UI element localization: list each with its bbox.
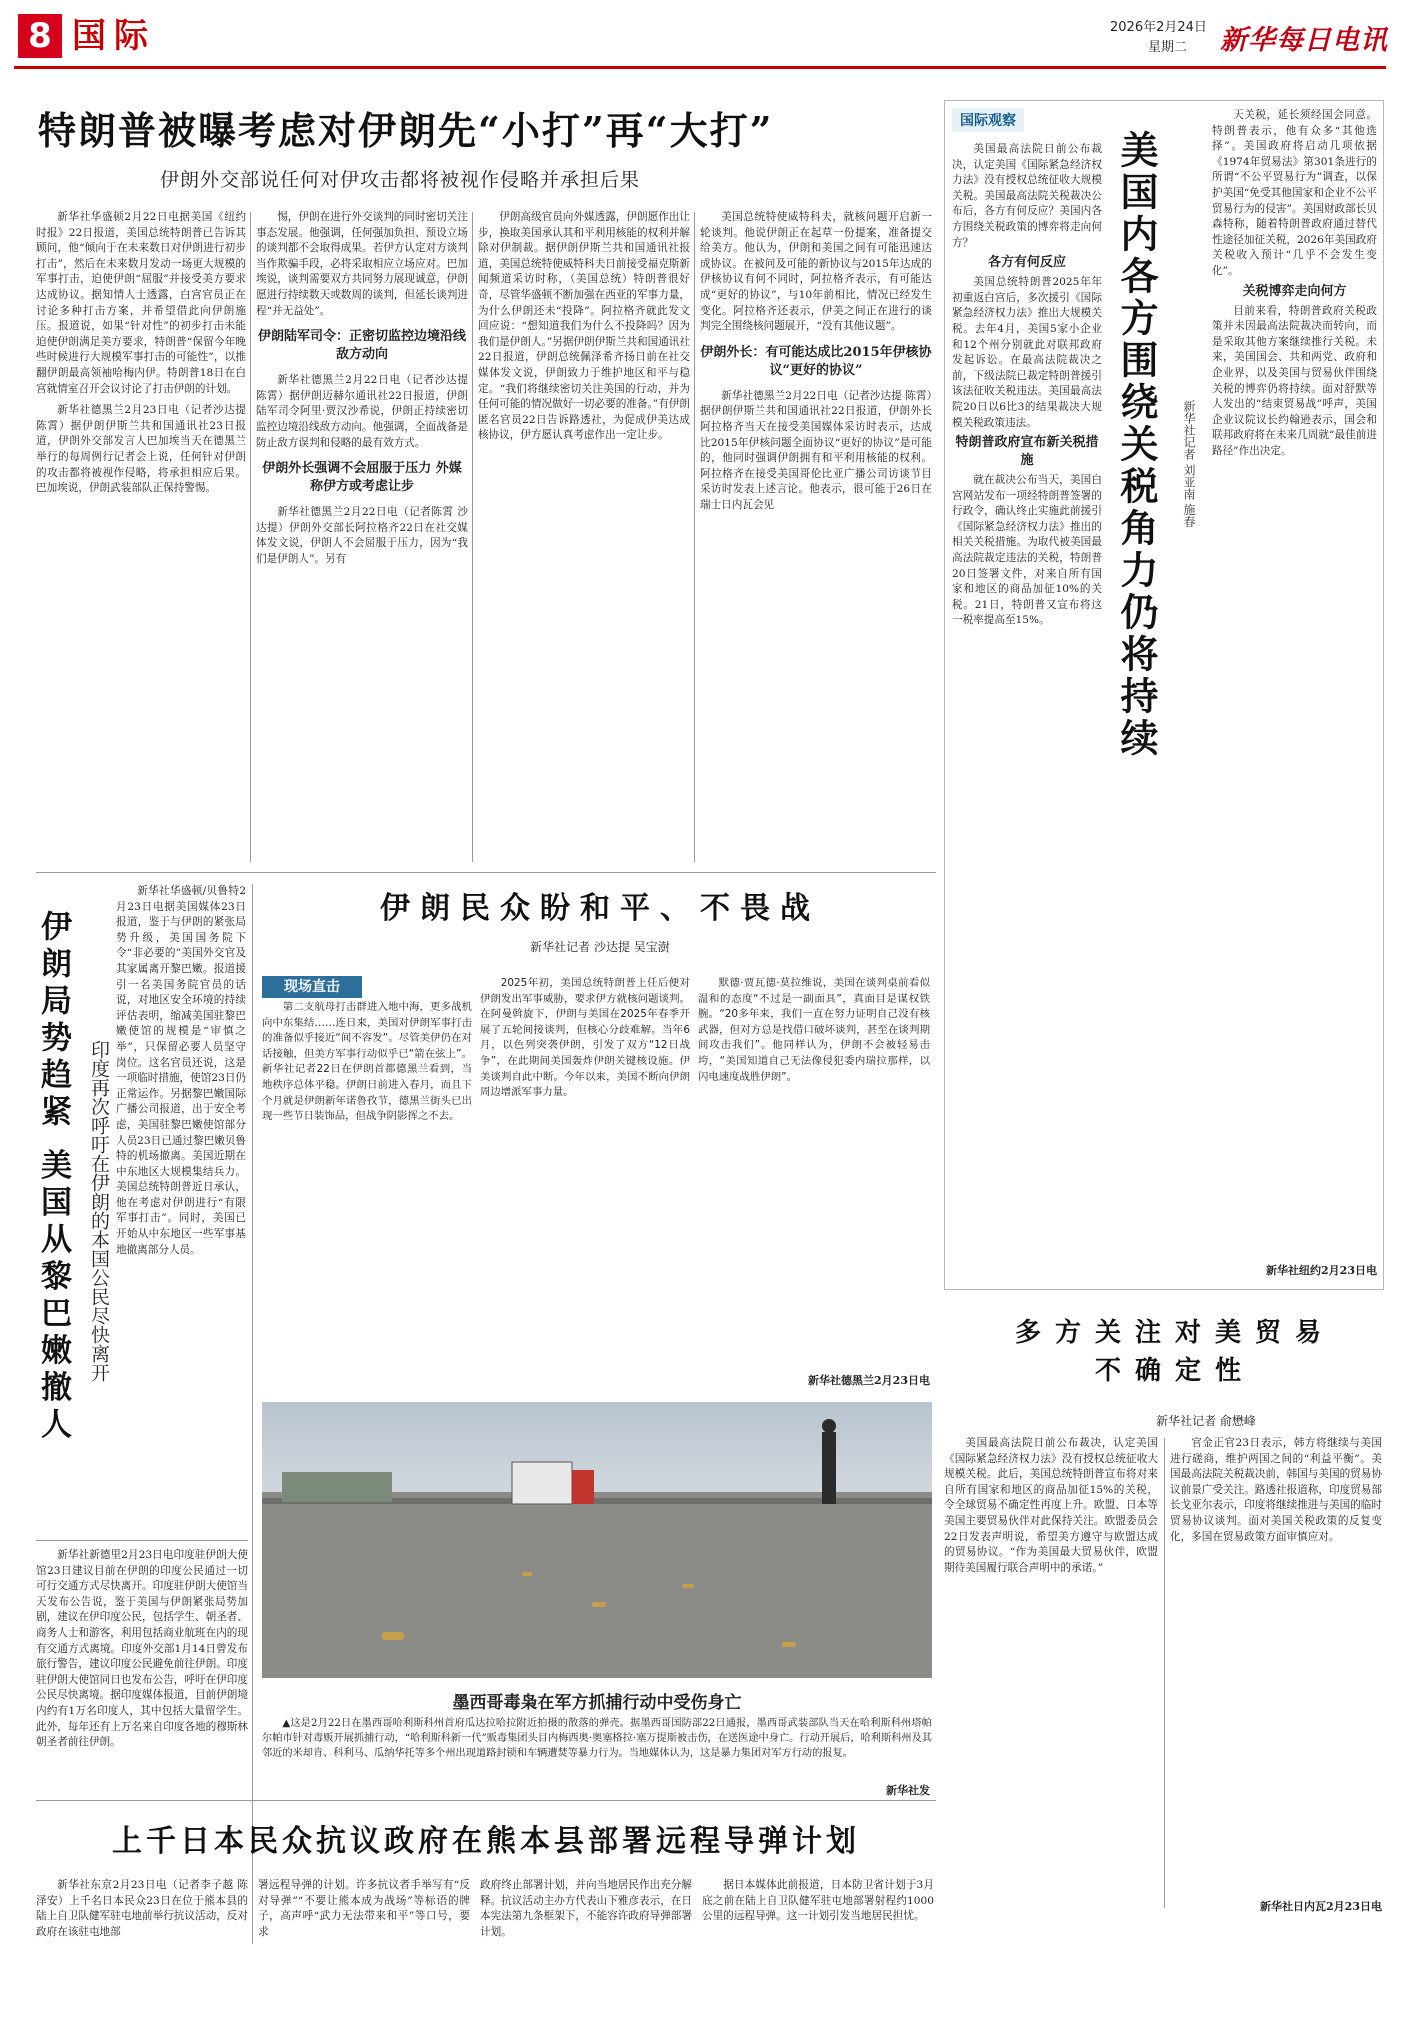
subheading: 各方有何反应 xyxy=(987,255,1066,271)
column-divider xyxy=(694,212,695,862)
issue-weekday: 星期二 xyxy=(1148,40,1188,55)
lead-paragraph: 新华社德黑兰2月23日电（记者沙达提 陈霄）据伊朗伊斯兰共和国通讯社23日报道，伊朗外交部发言人巴加埃当天在德黑兰举行的每周例行记者会上说，任何针对伊朗的攻击都将被视作侵略，将承担相应后果。巴加埃说，伊朗武装部队正保持警惕。 xyxy=(36,404,246,495)
analysis-paragraph: 美国最高法院日前公布裁决，认定美国《国际紧急经济权力法》没有授权总统征收大规模关税。美国最高法院关税裁决公布后，各方有何反应？美国内各方围绕关税政策的博弈将走向何方？ xyxy=(952,143,1102,249)
vstory-paragraph: 新华社华盛顿/贝鲁特2月23日电据美国媒体23日报道，鉴于与伊朗的紧张局势升级，美国国务院下令“非必要的”美国外交官及其家属离开黎巴嫩。报道援引一名美国务院官员的话说，对地区安全环境的持续评估表明，缩减美国驻黎巴嫩使馆的规模是“审慎之举”，只保留必要人员坚守岗位。这名官员还说，这是一项临时措施，使馆23日仍正常运作。另据黎巴嫩国际广播公司报道，出于安全考虑，美国驻黎巴嫩使馆部分人员23日已通过黎巴嫩贝鲁特的机场撤离。美国近期在中东地区大规模集结兵力。美国总统特朗普近日承认，他在考虑对伊朗进行“有限军事打击”。同时，美国已开始从中东地区一些军事基地撤离部分人员。 xyxy=(116,885,246,1256)
trade-byline: 新华社记者 俞懋峰 xyxy=(1156,1414,1256,1428)
news-photo xyxy=(262,1402,932,1678)
trade-dateline: 新华社日内瓦2月23日电 xyxy=(1260,1900,1382,1913)
analysis-headline: 美国内各方围绕关税角力仍将持续 xyxy=(1114,130,1159,760)
analysis-paragraph: 美国总统特朗普2025年年初重返白宫后，多次援引《国际紧急经济权力法》推出大规模关税。去年4月，美国5家小企业和12个州分别就此对联邦政府发起诉讼。在最高法院裁决之前，下级法院已裁定特朗普援引该法征收关税违法。美国最高法院20日以6比3的结果裁决大规模关税政策违法。 xyxy=(952,276,1102,429)
story2-column-2 xyxy=(480,976,690,1390)
trade-column-1 xyxy=(944,1436,1158,1916)
vstory-column-1 xyxy=(116,884,246,1524)
story2-column-1 xyxy=(262,1000,472,1390)
analysis-paragraph: 天关税，延长须经国会同意。特朗普表示，他有众多“其他选择”。美国政府将启动几项依据《1974年贸易法》第301条进行的所谓“不公平贸易行为”调查，以保护美国“免受其他国家和企业不公平贸易行为的侵害”。美国财政部长贝森特称，随着特朗普政府通过替代性途径加征关税，2026年美国政府关税收入预计“几乎不会发生变化”。 xyxy=(1212,109,1377,277)
analysis-dateline: 新华社纽约2月23日电 xyxy=(1266,1264,1377,1277)
section-title: 国际 xyxy=(72,16,156,56)
photo-caption-title: 墨西哥毒枭在军方抓捕行动中受伤身亡 xyxy=(452,1693,742,1713)
lead-headline: 特朗普被曝考虑对伊朗先“小打”再“大打” xyxy=(38,108,774,153)
header-rule xyxy=(14,66,1386,69)
trade-column-2 xyxy=(1170,1436,1382,1896)
lead-column-1 xyxy=(36,210,246,870)
japan-column-2 xyxy=(258,1878,470,2018)
subheading: 伊朗陆军司令：正密切监控边境沿线敌方动向 xyxy=(257,329,466,363)
newspaper-logo: 新华每日电讯 xyxy=(1220,25,1388,56)
story2-paragraph: 默德·贾瓦德·莫拉维说，美国在谈判桌前看似温和的态度“不过是一副面具”，真面目是谋权铁腕。“20多年来，我们一直在努力证明自己没有核武器，但对方总是找借口破坏谈判，甚至在谈判期间攻击我们”。他同样认为，伊朗不会被轻易击垮，“美国知道自己无法像侵犯委内瑞拉那样，以闪电速度战胜伊朗”。 xyxy=(698,977,930,1083)
japan-paragraph: 据日本媒体此前报道，日本防卫省计划于3月底之前在陆上自卫队健军驻屯地部署射程约1000公里的远程导弹。这一计划引发当地居民担忧。 xyxy=(702,1879,934,1923)
japan-headline: 上千日本民众抗议政府在熊本县部署远程导弹计划 xyxy=(112,1824,860,1859)
story2-tag: 现场直击 xyxy=(262,976,362,998)
trade-paragraph: 美国最高法院日前公布裁决，认定美国《国际紧急经济权力法》没有授权总统征收大规模关税。此后，美国总统特朗普宣布将对来自所有国家和地区的商品加征15%的关税，令全球贸易不确定性再度上升。欧盟、日本等美国主要贸易伙伴对此保持关注。欧盟委员会22日发表声明说，希望美方遵守与欧盟达成的贸易协议。“作为美国最大贸易伙伴，欧盟期待美国履行联合声明中的承诺。” xyxy=(944,1437,1158,1574)
japan-column-1 xyxy=(36,1878,248,2018)
analysis-column-1 xyxy=(952,142,1102,1262)
photo-credit: 新华社发 xyxy=(886,1784,930,1797)
analysis-tag: 国际观察 xyxy=(952,108,1024,132)
lead-paragraph: 惕，伊朗在进行外交谈判的同时密切关注事态发展。他强调，任何强加负担、预设立场的谈判都不会取得成果。若伊方认定对方谈判当作欺骗手段，必将采取相应立场应对。巴加埃说，谈判需要双方共同努力展现诚意，伊朗愿进行持续数天或数周的谈判，但延长谈判进程“并无益处”。 xyxy=(256,211,468,317)
story2-headline: 伊朗民众盼和平、不畏战 xyxy=(380,891,820,926)
subheading: 伊朗外长：有可能达成比2015年伊核协议“更好的协议” xyxy=(700,344,932,378)
column-divider xyxy=(250,212,251,862)
section-divider xyxy=(36,872,936,873)
trade-headline: 多方关注对美贸易不确定性 xyxy=(1014,1318,1335,1386)
page-number: 8 xyxy=(18,14,62,58)
lead-paragraph: 新华社德黑兰2月22日电（记者沙达提 陈霄）据伊朗迈赫尔通讯社22日报道，伊朗陆军司令阿里·贾汉沙希说，伊朗正持续密切监控边境沿线敌方动向。他强调，全面战备是防止敌方误判和侵略的最有效方式。 xyxy=(256,374,468,449)
lead-paragraph: 新华社德黑兰2月22日电（记者沙达提 陈霄）据伊朗伊斯兰共和国通讯社22日报道，伊朗外长阿拉格齐当天在接受美国媒体采访时表示，达成比2015年伊核问题全面协议“更好的协议”是可能的，他同时强调伊朗拥有和平利用核能的权利。阿拉格齐在接受美国哥伦比亚广播公司访谈节目采访时发表上述言论。他表示，很可能于26日在瑞士日内瓦会见 xyxy=(700,389,932,511)
lead-paragraph: 新华社华盛顿2月22日电据美国《纽约时报》22日报道，美国总统特朗普已告诉其顾问，他“倾向于在未来数日对伊朗进行初步打击”，然后在未来数月发动一场更大规模的军事打击，迫使伊朗“屈服”并接受美方要求达成协议。据知情人士透露，白宫官员正在讨论多种打击方案，并希望借此向伊朗施压。报道说，如果“针对性”的初步打击未能迫使伊朗满足美方要求，特朗普“保留今年晚些时候进行大规模军事打击的可能性”，以推翻伊朗最高领袖哈梅内伊。特朗普18日在白宫就情室召开会议讨论了打击伊朗的计划。 xyxy=(36,211,246,395)
trade-paragraph: 官金正官23日表示，韩方将继续与美国进行磋商，维护两国之间的“利益平衡”。美国最高法院关税裁决前，韩国与美国的贸易协议前景广受关注。路透社报道称，印度贸易部长戈亚尔表示，印度将继续推进与美国的临时贸易协议谈判。面对美国关税政策的反复变化，多国在贸易政策方面审慎应对。 xyxy=(1170,1437,1382,1543)
lead-column-3 xyxy=(478,210,690,870)
story2-paragraph: 第二支航母打击群进入地中海，更多战机向中东集结……连日来，美国对伊朗军事打击的准备似乎接近“间不容发”。尽管美伊仍在对话接触，但美方军事行动似乎已“箭在弦上”。新华社记者22日在伊朗首都德黑兰看到，当地秩序总体平稳。伊朗日前进入春月，而且下个月就是伊朗新年诺鲁孜节，德黑兰街头已出现一些节日装饰品，但战争阴影挥之不去。 xyxy=(262,1001,472,1123)
japan-column-3 xyxy=(480,1878,692,2018)
japan-paragraph: 署远程导弹的计划。许多抗议者手举写有“反对导弹”“不要让熊本成为战场”等标语的牌子，高声呼“武力无法带来和平”等口号，要求 xyxy=(258,1879,470,1938)
section-divider xyxy=(36,1540,248,1541)
photo-description: ▲这是2月22日在墨西哥哈利斯科州首府瓜达拉哈拉附近拍摄的散落的弹壳。据墨西哥国防部22日通报，墨西哥武装部队当天在哈利斯科州塔帕尔帕市针对毒贩开展抓捕行动，“哈利斯科新一代”贩毒集团头目内梅西奥·奥塞格拉·塞万提斯被击伤，在送医途中身亡。行动开展后，哈利斯科州及其邻近的米却肯、科利马、瓜纳华托等多个州出现道路封锁和车辆遭焚等暴力行为。当地媒体认为，这是暴力集团对军方行动的报复。 xyxy=(262,1718,932,1759)
column-divider xyxy=(472,212,473,862)
lead-paragraph: 新华社德黑兰2月22日电（记者陈霄 沙达提）伊朗外交部长阿拉格齐22日在社交媒体发文说，伊朗人不会屈服于压力，因为“我们是伊朗人”。另有 xyxy=(256,506,468,565)
analysis-column-2 xyxy=(1212,108,1377,1258)
issue-date: 2026年2月24日 xyxy=(1110,20,1207,35)
story2-byline: 新华社记者 沙达提 吴宝澍 xyxy=(530,940,670,954)
section-divider xyxy=(36,1800,936,1801)
lead-paragraph: 美国总统特使威特科夫，就核问题开启新一轮谈判。他说伊朗正在起草一份提案，准备提交给美方。他认为，伊朗和美国之间有可能迅速达成协议。在被问及可能的新协议与2015年达成的伊核协议有何不同时，阿拉格齐表示，有可能达成“更好的协议”，与10年前相比，情况已经发生变化。阿拉格齐还表示，伊美之间正在进行的谈判完全围绕核问题展开，“没有其他议题”。 xyxy=(700,211,932,333)
lead-column-2 xyxy=(256,210,468,870)
story2-dateline: 新华社德黑兰2月23日电 xyxy=(808,1374,930,1387)
analysis-paragraph: 就在裁决公布当天，美国白宫网站发布一项经特朗普签署的行政令，确认终止实施此前援引《国际紧急经济权力法》推出的相关关税措施。为取代被美国最高法院裁定违法的关税，特朗普20日签署文件，对来自所有国家和地区的商品加征10%的关税。21日，特朗普又宣布将这一税率提高至15%。 xyxy=(952,474,1102,627)
analysis-byline: 新华社记者 刘亚南 施春 xyxy=(1182,400,1196,528)
subheading: 特朗普政府宣布新关税措施 xyxy=(955,435,1099,469)
story2-column-3 xyxy=(698,976,930,1366)
japan-paragraph: 政府终止部署计划，并向当地居民作出充分解释。抗议活动主办方代表山下雅彦表示，在日本宪法第九条框架下，不能容许政府导弹部署计划。 xyxy=(480,1879,692,1938)
japan-paragraph: 新华社东京2月23日电（记者李子越 陈泽安）上千名日本民众23日在位于熊本县的陆上自卫队健军驻屯地前举行抗议活动，反对政府在该驻屯地部 xyxy=(36,1879,248,1938)
japan-column-4 xyxy=(702,1878,934,2018)
story2-paragraph: 2025年初，美国总统特朗普上任后便对伊朗发出军事威胁，要求伊方就核问题谈判。在阿曼斡旋下，伊朗与美国在2025年春季开展了五轮间接谈判，但核心分歧难解。当年6月，以色列突袭伊朗，引发了双方“12日战争”，在此期间美国轰炸伊朗关键核设施。伊美谈判自此中断。今年以来，美国不断向伊朗周边增派军事力量。 xyxy=(480,977,690,1099)
photo-illustration xyxy=(262,1402,932,1678)
lead-subheadline: 伊朗外交部说任何对伊攻击都将被视作侵略并承担后果 xyxy=(160,169,641,191)
subheading: 关税博弈走向何方 xyxy=(1242,283,1347,299)
analysis-paragraph: 目前来看，特朗普政府关税政策并未因最高法院裁决而转向，而是采取其他方案继续推行关税。未来，美国国会、共和两党、政府和企业界，以及美国与贸易伙伴围绕关税的博弈仍将持续。面对舒默等人发出的“结束贸易战”呼声，美国企业议院议长约翰逊表示，国会和联邦政府将在未来几周就“最佳前进路径”作出决定。 xyxy=(1212,304,1377,457)
vstory-paragraph: 新华社新德里2月23日电印度驻伊朗大使馆23日建议目前在伊朗的印度公民通过一切可行交通方式尽快离开。印度驻伊朗大使馆当天发布公告说，鉴于美国与伊朗紧张局势加剧，建议在伊印度公民，包括学生、朝圣者、商务人士和游客，利用包括商业航班在内的现有交通方式离境。印度外交部1月14日曾发布旅行警告，建议印度公民避免前往伊朗。印度驻伊朗大使馆同日也发布公告，呼吁在伊印度公民尽快离境。据印度媒体报道，目前伊朗境内约有1万名印度人，其中包括大量留学生。此外，每年还有上万名来自印度各地的穆斯林朝圣者前往伊朗。 xyxy=(36,1549,248,1749)
column-divider xyxy=(1164,1438,1165,1908)
vstory-subheadline: 印度再次呼吁在伊朗的本国公民尽快离开 xyxy=(88,1040,110,1382)
lead-paragraph: 伊朗高级官员向外媒透露，伊朗愿作出让步，换取美国承认其和平利用核能的权利并解除对伊制裁。据伊朗伊斯兰共和国通讯社报道，美国总统特使威特科夫日前接受福克斯新闻频道采访时称，（美国总统）特朗普很好奇，尽管华盛顿不断加强在西亚的军事力量，为什么伊朗还未“投降”。阿拉格齐就此发文回应说：“想知道我们为什么不投降吗？因为我们是伊朗人。”另据伊朗伊斯兰共和国通讯社22日报道，伊朗总统佩泽希齐扬日前在社交媒体发文说，伊朗致力于维护地区和平与稳定。“我们将继续密切关注美国的行动，并为任何可能的情况做好一切必要的准备。”有伊朗匿名官员22日告诉路透社，为促成伊美达成核协议，伊方愿认真考虑作出一定让步。 xyxy=(478,211,690,442)
vstory-headline: 伊朗局势趋紧 美国从黎巴嫩撤人 xyxy=(35,910,71,1445)
column-divider xyxy=(252,884,253,1944)
subheading: 伊朗外长强调不会屈服于压力 外媒称伊方或考虑让步 xyxy=(262,461,462,495)
photo-caption xyxy=(262,1716,932,1784)
lead-column-4 xyxy=(700,210,932,870)
